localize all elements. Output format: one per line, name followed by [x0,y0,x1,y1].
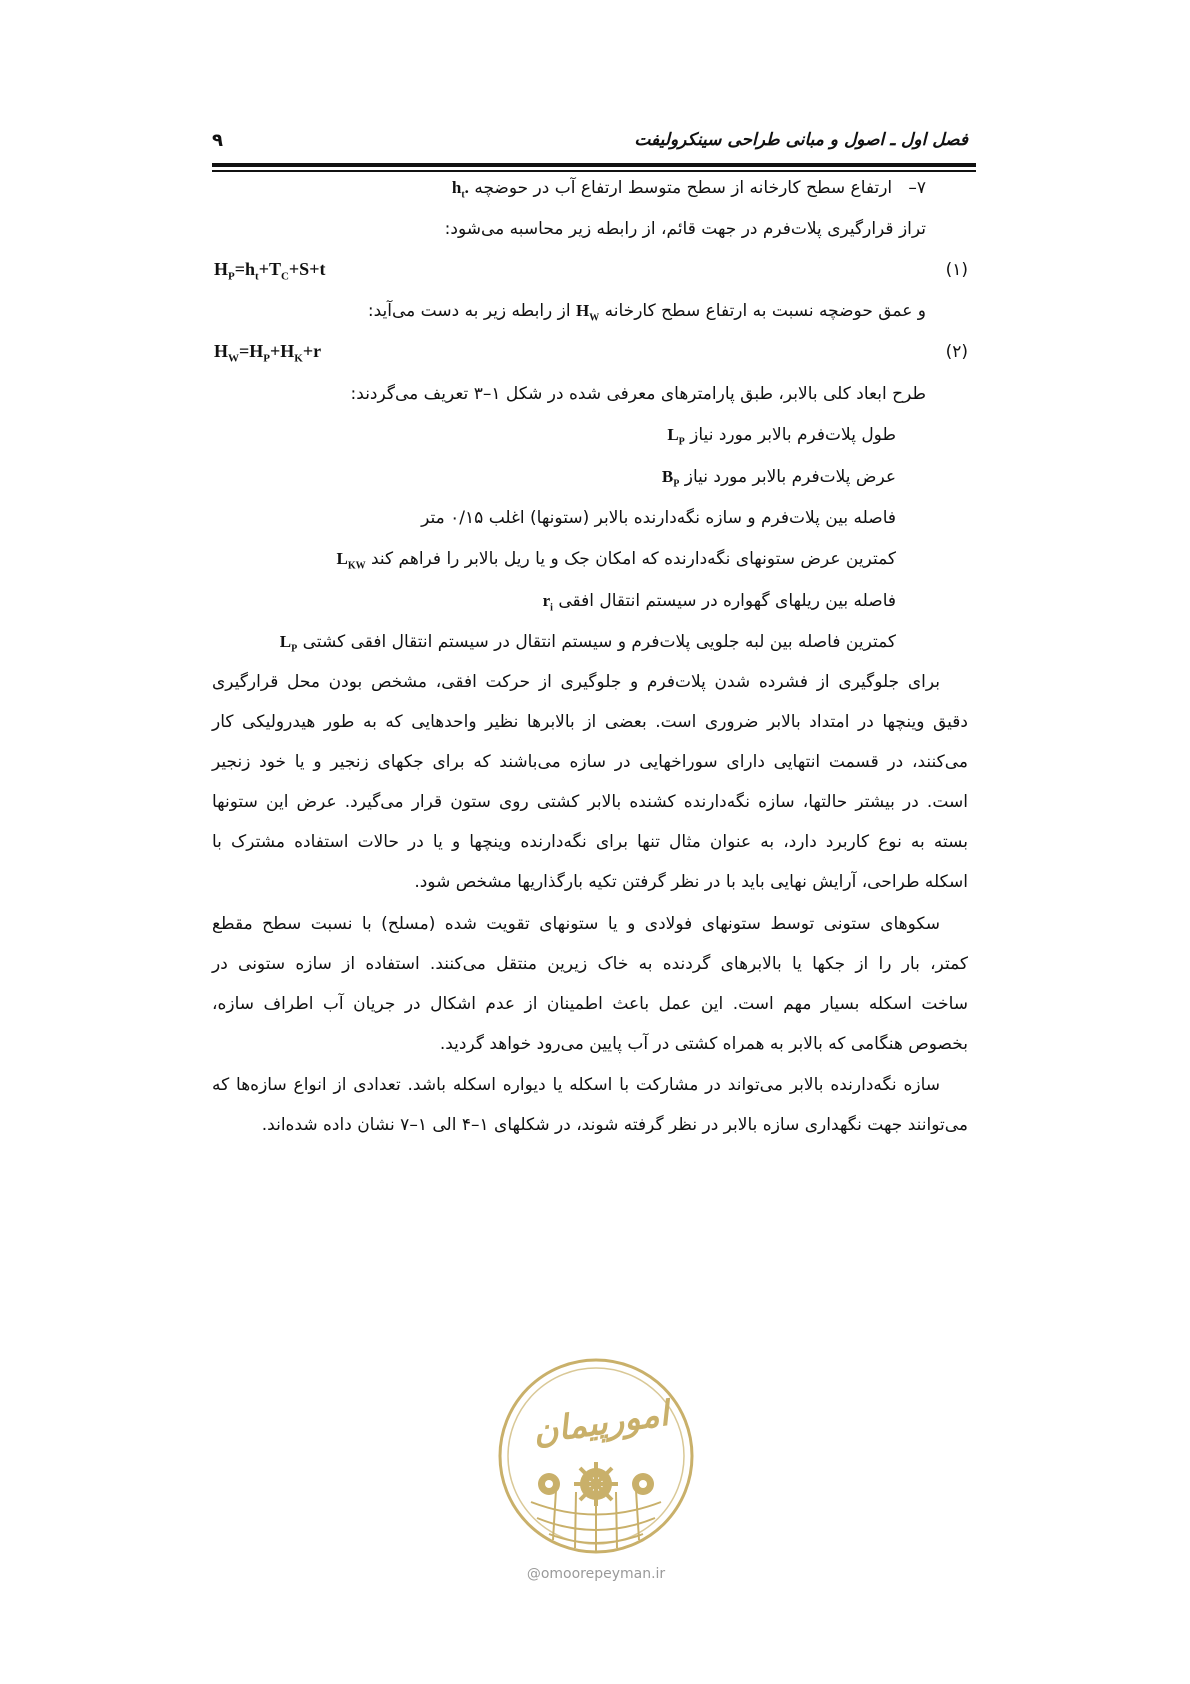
level-sentence: تراز قرارگیری پلات‌فرم در جهت قائم، از رابطه زیر محاسبه می‌شود: [444,219,926,239]
item-7 [452,177,926,206]
header-rule-thick [212,163,976,167]
running-header-title: فصل اول ـ اصول و مبانی طراحی سینکرولیفت [634,130,968,150]
paragraph-2: سکوهای ستونی توسط ستونهای فولادی و یا ستونهای تقویت شده (مسلح) با نسبت سطح مقطع کمتر، بار را از جکها یا بالابرهای گردنده به خاک زیرین منتقل می‌کنند. استفاده از سازه ستونی در ساخت اسکله بسیار مهم است. این عمل باعث اطمینان از عدم اشکال در جریان آب اطراف سازه، بخصوص هنگامی که بالابر به همراه کشتی در آب پایین می‌رود خواهد گردید. [212,914,968,1054]
param-item: طول پلات‌فرم بالابر مورد نیاز $L_P$ [667,425,896,448]
paragraph-3: سازه نگه‌دارنده بالابر می‌تواند در مشارکت با اسکله یا دیواره اسکله باشد. تعدادی از انواع سازه‌ها که می‌توانند جهت نگهداری سازه بالابر در نظر گرفته شوند، در شکلهای ۱–۴ الی ۱–۷ نشان داده شده‌اند. [212,1075,968,1135]
design-sentence: طرح ابعاد کلی بالابر، طبق پارامترهای معرفی شده در شکل ۱–۳ تعریف می‌گردند: [350,384,926,404]
item-7-number: ۷– [908,178,926,198]
item-7-text: ارتفاع سطح کارخانه از سطح متوسط ارتفاع آب در حوضچه [474,178,893,198]
equation-2: $H_W=H_P+H_K+r$ [214,341,322,365]
param-item: فاصله بین پلات‌فرم و سازه نگه‌دارنده بالابر (ستونها) اغلب ۰/۱۵ متر [421,508,896,528]
header-rule-thin [212,170,976,172]
equation-1-number: (۱) [945,260,968,280]
param-item: عرض پلات‌فرم بالابر مورد نیاز $B_P$ [661,467,896,490]
paragraph-1: برای جلوگیری از فشرده شدن پلات‌فرم و جلوگیری از حرکت افقی، مشخص بودن محل قرارگیری دقیق وینچها در امتداد بالابر ضروری است. بعضی از بالابرها نظیر واحدهایی که به طور هیدرولیکی کار می‌کنند، در قسمت انتهایی دارای سوراخهایی در سازه می‌باشند که برای جکهای زنجیر و یا خود زنجیر است. در بیشتر حالتها، سازه نگه‌دارنده کشنده بالابر کشتی روی ستون قرار می‌گیرد. عرض این ستونها بسته به نوع کاربرد دارد، به عنوان مثال تنها برای نگه‌دارنده وینچها و یا در حالات استفاده مشترک با اسکله طراحی، آرایش نهایی باید با در نظر گرفتن تکیه بارگذاریها مشخص شود. [212,672,968,892]
omoorepeyman-logo [491,1352,701,1560]
param-item: کمترین فاصله بین لبه جلویی پلات‌فرم و سیستم انتقال در سیستم انتقال افقی کشتی $L_P$ [279,632,896,655]
equation-1: $H_P=h_t+T_C+S+t$ [214,259,326,283]
equation-2-number: (۲) [945,342,968,362]
depth-sentence: و عمق حوضچه نسبت به ارتفاع سطح کارخانه $H_W$ از رابطه زیر به دست می‌آید: [367,301,926,324]
param-item: فاصله بین ریلهای گهواره در سیستم انتقال افقی $r_i$ [542,591,896,614]
item-7-symbol: $h_t$. [451,178,469,201]
svg-text:امورپیمان: امورپیمان [530,1393,672,1453]
watermark-url: @omoorepeyman.ir [526,1566,666,1582]
param-item: کمترین عرض ستونهای نگه‌دارنده که امکان جک و یا ریل بالابر را فراهم کند $L_{KW}$ [336,549,896,572]
page-number: ۹ [212,130,223,151]
